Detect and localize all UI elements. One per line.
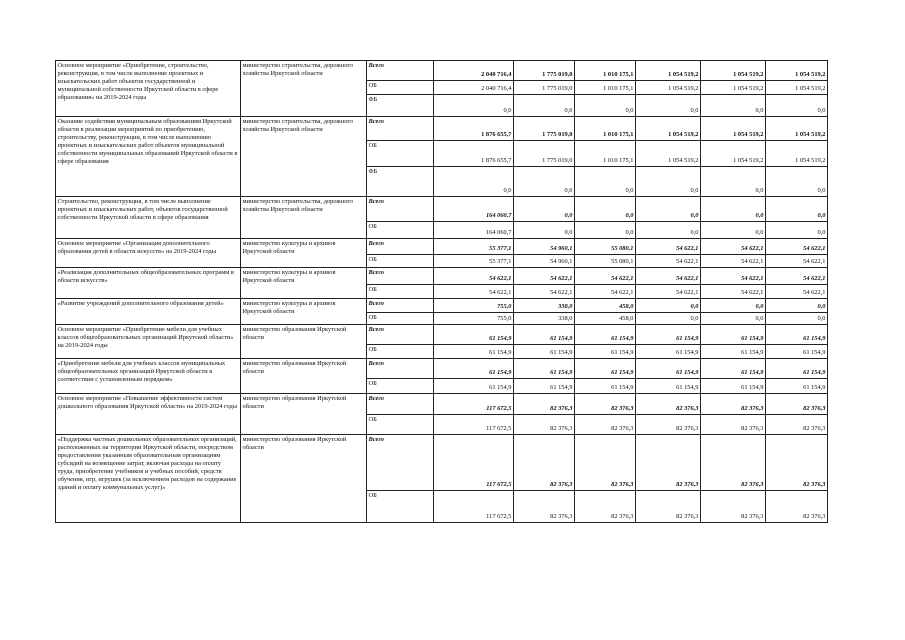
amount-cell-2: 54 622,1 <box>514 285 575 299</box>
table-row <box>56 117 828 141</box>
amount-cell-3: 61 154,9 <box>575 345 636 359</box>
amount-cell-4: 54 622,1 <box>636 268 701 285</box>
funding-source: Всего <box>367 299 434 313</box>
amount-cell-5: 1 054 519,2 <box>701 61 766 81</box>
amount-cell-1: 61 154,9 <box>434 359 514 379</box>
activity-name: Основное мероприятие «Приобретение, строительство, реконструкция, в том числе выполнение проектных и изыскательских работ объектов государственной и муниципальной собственности Иркутской области в сфере образования» на 2019-2024 годы <box>56 61 241 117</box>
budget-table <box>55 60 828 523</box>
activity-name: Строительство, реконструкция, в том числе выполнение проектных и изыскательских работ, объектов государственной собственности Иркутской области в сфере образования <box>56 197 241 239</box>
funding-source: Всего <box>367 197 434 222</box>
activity-name: Основное мероприятие «Организация дополнительного образования детей в области искусств» на 2019-2024 годы <box>56 239 241 268</box>
activity-name: «Приобретение мебели для учебных классов муниципальных общеобразовательных организаций Иркутской области в соответствии с установленным порядком» <box>56 359 241 394</box>
amount-cell-2: 61 154,9 <box>514 379 575 394</box>
amount-cell-1: 117 672,5 <box>434 491 514 523</box>
amount-cell-1: 61 154,9 <box>434 325 514 345</box>
amount-cell-5: 61 154,9 <box>701 325 766 345</box>
amount-cell-3: 1 010 175,1 <box>575 141 636 167</box>
amount-cell-2: 0,0 <box>514 167 575 197</box>
funding-source: ОБ <box>367 81 434 95</box>
funding-source: Всего <box>367 61 434 81</box>
amount-cell-1: 164 060,7 <box>434 197 514 222</box>
activity-name: «Реализация дополнительных общеобразовательных программ в области искусств» <box>56 268 241 299</box>
amount-cell-5: 82 376,3 <box>701 435 766 491</box>
amount-cell-2: 61 154,9 <box>514 325 575 345</box>
amount-cell-3: 0,0 <box>575 95 636 117</box>
amount-cell-5: 54 622,1 <box>701 268 766 285</box>
amount-cell-5: 0,0 <box>701 299 766 313</box>
amount-cell-3: 54 622,1 <box>575 268 636 285</box>
amount-cell-4: 1 054 519,2 <box>636 141 701 167</box>
amount-cell-3: 1 010 175,1 <box>575 81 636 95</box>
amount-cell-6: 61 154,9 <box>766 345 828 359</box>
amount-cell-1: 61 154,9 <box>434 379 514 394</box>
amount-cell-5: 54 622,1 <box>701 239 766 255</box>
funding-source: ОБ <box>367 415 434 435</box>
executor: министерство образования Иркутской области <box>241 394 367 435</box>
amount-cell-1: 54 622,1 <box>434 285 514 299</box>
amount-cell-4: 0,0 <box>636 313 701 325</box>
amount-cell-6: 61 154,9 <box>766 325 828 345</box>
amount-cell-2: 1 775 019,0 <box>514 61 575 81</box>
amount-cell-6: 82 376,3 <box>766 435 828 491</box>
amount-cell-4: 61 154,9 <box>636 359 701 379</box>
amount-cell-5: 0,0 <box>701 95 766 117</box>
amount-cell-2: 338,0 <box>514 299 575 313</box>
amount-cell-5: 0,0 <box>701 167 766 197</box>
activity-name: «Поддержка частных дошкольных образовательных организаций, расположенных на территории Иркутской области, посредством предоставления указанным образовательным организациям субсидий на возмещение затрат, включая расходы на оплату труда, приобретение учебников и учебных пособий, средств обучения, игр, игрушек (за исключением расходов на содержание зданий и оплату коммунальных услуг)» <box>56 435 241 523</box>
amount-cell-2: 82 376,3 <box>514 415 575 435</box>
table-row <box>56 394 828 415</box>
executor: министерство образования Иркутской области <box>241 359 367 394</box>
amount-cell-1: 1 876 655,7 <box>434 117 514 141</box>
amount-cell-1: 55 377,1 <box>434 239 514 255</box>
amount-cell-5: 61 154,9 <box>701 379 766 394</box>
amount-cell-2: 54 960,1 <box>514 239 575 255</box>
amount-cell-2: 338,0 <box>514 313 575 325</box>
funding-source: ОБ <box>367 285 434 299</box>
amount-cell-3: 1 010 175,1 <box>575 117 636 141</box>
amount-cell-3: 61 154,9 <box>575 359 636 379</box>
amount-cell-6: 54 622,1 <box>766 255 828 268</box>
amount-cell-3: 458,0 <box>575 299 636 313</box>
funding-source: Всего <box>367 435 434 491</box>
executor: министерство строительства, дорожного хозяйства Иркутской области <box>241 61 367 117</box>
amount-cell-4: 61 154,9 <box>636 325 701 345</box>
amount-cell-5: 54 622,1 <box>701 255 766 268</box>
amount-cell-5: 0,0 <box>701 222 766 239</box>
amount-cell-1: 755,0 <box>434 313 514 325</box>
amount-cell-5: 0,0 <box>701 313 766 325</box>
activity-name: Основное мероприятие «Приобретение мебели для учебных классов общеобразовательных организаций Иркутской области» на 2019-2024 годы <box>56 325 241 359</box>
amount-cell-3: 1 010 175,1 <box>575 61 636 81</box>
amount-cell-3: 0,0 <box>575 197 636 222</box>
amount-cell-6: 1 054 519,2 <box>766 117 828 141</box>
amount-cell-2: 82 376,3 <box>514 394 575 415</box>
amount-cell-3: 61 154,9 <box>575 325 636 345</box>
amount-cell-6: 0,0 <box>766 167 828 197</box>
funding-source: Всего <box>367 325 434 345</box>
amount-cell-2: 0,0 <box>514 222 575 239</box>
executor: министерство образования Иркутской области <box>241 325 367 359</box>
amount-cell-3: 458,0 <box>575 313 636 325</box>
amount-cell-3: 61 154,9 <box>575 379 636 394</box>
amount-cell-4: 54 622,1 <box>636 255 701 268</box>
amount-cell-1: 755,0 <box>434 299 514 313</box>
amount-cell-4: 61 154,9 <box>636 379 701 394</box>
executor: министерство культуры и архивов Иркутской области <box>241 268 367 299</box>
table-row <box>56 299 828 313</box>
amount-cell-5: 1 054 519,2 <box>701 117 766 141</box>
table-row <box>56 359 828 379</box>
amount-cell-2: 61 154,9 <box>514 359 575 379</box>
amount-cell-5: 82 376,3 <box>701 415 766 435</box>
amount-cell-2: 1 775 019,0 <box>514 117 575 141</box>
amount-cell-1: 117 672,5 <box>434 415 514 435</box>
amount-cell-3: 54 622,1 <box>575 285 636 299</box>
amount-cell-1: 61 154,9 <box>434 345 514 359</box>
amount-cell-6: 1 054 519,2 <box>766 141 828 167</box>
amount-cell-6: 0,0 <box>766 222 828 239</box>
funding-source: Всего <box>367 394 434 415</box>
amount-cell-6: 82 376,3 <box>766 394 828 415</box>
amount-cell-1: 117 672,5 <box>434 435 514 491</box>
amount-cell-6: 54 622,1 <box>766 239 828 255</box>
amount-cell-1: 117 672,5 <box>434 394 514 415</box>
amount-cell-2: 61 154,9 <box>514 345 575 359</box>
executor: министерство строительства, дорожного хозяйства Иркутской области <box>241 197 367 239</box>
amount-cell-4: 82 376,3 <box>636 394 701 415</box>
activity-name: «Развитие учреждений дополнительного образования детей» <box>56 299 241 325</box>
amount-cell-3: 82 376,3 <box>575 415 636 435</box>
amount-cell-4: 61 154,9 <box>636 345 701 359</box>
amount-cell-3: 82 376,3 <box>575 394 636 415</box>
table-row <box>56 61 828 81</box>
funding-source: ОБ <box>367 313 434 325</box>
amount-cell-1: 2 040 716,4 <box>434 61 514 81</box>
amount-cell-6: 61 154,9 <box>766 379 828 394</box>
amount-cell-6: 0,0 <box>766 299 828 313</box>
amount-cell-5: 54 622,1 <box>701 285 766 299</box>
funding-source: Всего <box>367 117 434 141</box>
activity-name: Основное мероприятие «Повышение эффективности систем дошкольного образования Иркутской области» на 2019-2024 годы <box>56 394 241 435</box>
amount-cell-6: 0,0 <box>766 197 828 222</box>
amount-cell-4: 82 376,3 <box>636 491 701 523</box>
amount-cell-6: 0,0 <box>766 313 828 325</box>
executor: министерство образования Иркутской области <box>241 435 367 523</box>
funding-source: Всего <box>367 268 434 285</box>
funding-source: ОБ <box>367 379 434 394</box>
amount-cell-1: 0,0 <box>434 95 514 117</box>
funding-source: ОБ <box>367 255 434 268</box>
amount-cell-5: 82 376,3 <box>701 491 766 523</box>
amount-cell-6: 82 376,3 <box>766 415 828 435</box>
amount-cell-5: 82 376,3 <box>701 394 766 415</box>
amount-cell-5: 1 054 519,2 <box>701 81 766 95</box>
amount-cell-3: 82 376,3 <box>575 491 636 523</box>
amount-cell-4: 1 054 519,2 <box>636 61 701 81</box>
table-row <box>56 268 828 285</box>
amount-cell-4: 0,0 <box>636 197 701 222</box>
amount-cell-6: 61 154,9 <box>766 359 828 379</box>
executor: министерство строительства, дорожного хозяйства Иркутской области <box>241 117 367 197</box>
amount-cell-5: 0,0 <box>701 197 766 222</box>
amount-cell-1: 0,0 <box>434 167 514 197</box>
amount-cell-3: 55 080,1 <box>575 239 636 255</box>
executor: министерство культуры и архивов Иркутской области <box>241 239 367 268</box>
amount-cell-6: 0,0 <box>766 95 828 117</box>
amount-cell-2: 82 376,3 <box>514 491 575 523</box>
amount-cell-6: 54 622,1 <box>766 268 828 285</box>
funding-source: ОБ <box>367 491 434 523</box>
amount-cell-5: 61 154,9 <box>701 359 766 379</box>
amount-cell-2: 0,0 <box>514 197 575 222</box>
amount-cell-4: 1 054 519,2 <box>636 117 701 141</box>
funding-source: ОБ <box>367 345 434 359</box>
amount-cell-2: 1 775 019,0 <box>514 81 575 95</box>
amount-cell-2: 0,0 <box>514 95 575 117</box>
activity-name: Оказание содействия муниципальным образованиям Иркутской области в реализации мероприятий по приобретению, строительству, реконструкции, в том числе выполнению проектных и изыскательских работ объектов муниципальной собственности муниципальных образований Иркутской области в сфере образования <box>56 117 241 197</box>
amount-cell-4: 0,0 <box>636 167 701 197</box>
amount-cell-3: 0,0 <box>575 222 636 239</box>
amount-cell-2: 82 376,3 <box>514 435 575 491</box>
amount-cell-4: 54 622,1 <box>636 285 701 299</box>
funding-source: Всего <box>367 359 434 379</box>
amount-cell-1: 2 040 716,4 <box>434 81 514 95</box>
amount-cell-6: 82 376,3 <box>766 491 828 523</box>
executor: министерство культуры и архивов Иркутской области <box>241 299 367 325</box>
amount-cell-2: 1 775 019,0 <box>514 141 575 167</box>
amount-cell-4: 0,0 <box>636 95 701 117</box>
funding-source: Всего <box>367 239 434 255</box>
amount-cell-1: 1 876 655,7 <box>434 141 514 167</box>
amount-cell-6: 54 622,1 <box>766 285 828 299</box>
amount-cell-6: 1 054 519,2 <box>766 61 828 81</box>
amount-cell-5: 1 054 519,2 <box>701 141 766 167</box>
funding-source: ФБ <box>367 95 434 117</box>
amount-cell-1: 164 060,7 <box>434 222 514 239</box>
amount-cell-3: 0,0 <box>575 167 636 197</box>
amount-cell-4: 82 376,3 <box>636 415 701 435</box>
amount-cell-4: 0,0 <box>636 222 701 239</box>
funding-source: ОБ <box>367 222 434 239</box>
amount-cell-4: 82 376,3 <box>636 435 701 491</box>
amount-cell-4: 0,0 <box>636 299 701 313</box>
amount-cell-1: 54 622,1 <box>434 268 514 285</box>
amount-cell-6: 1 054 519,2 <box>766 81 828 95</box>
amount-cell-4: 1 054 519,2 <box>636 81 701 95</box>
amount-cell-2: 54 960,1 <box>514 255 575 268</box>
table-row <box>56 435 828 491</box>
table-row <box>56 239 828 255</box>
funding-source: ОБ <box>367 141 434 167</box>
amount-cell-4: 54 622,1 <box>636 239 701 255</box>
table-row <box>56 197 828 222</box>
amount-cell-3: 55 080,1 <box>575 255 636 268</box>
funding-source: ФБ <box>367 167 434 197</box>
amount-cell-1: 55 377,1 <box>434 255 514 268</box>
amount-cell-2: 54 622,1 <box>514 268 575 285</box>
amount-cell-3: 82 376,3 <box>575 435 636 491</box>
table-row <box>56 325 828 345</box>
amount-cell-5: 61 154,9 <box>701 345 766 359</box>
